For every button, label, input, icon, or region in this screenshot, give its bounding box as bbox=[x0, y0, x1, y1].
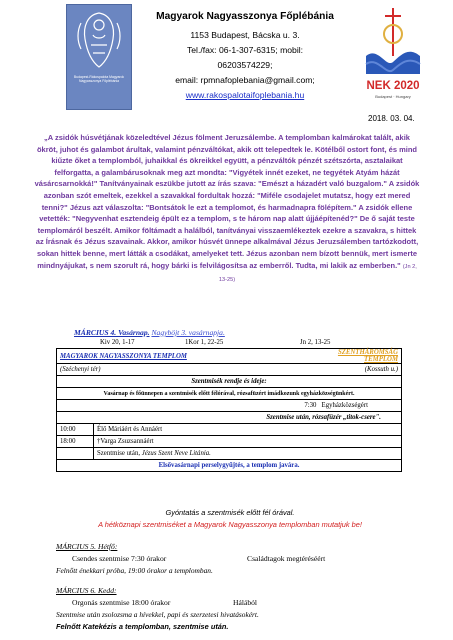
email-line: email: rpmnafoplebania@gmail.com; bbox=[175, 75, 315, 85]
litania-name: Jézus Szent Neve Litánia. bbox=[141, 450, 211, 457]
litania-cell bbox=[94, 448, 402, 460]
intention-elo: Élő Máriáért és Annáért bbox=[94, 424, 402, 436]
table-row bbox=[57, 448, 402, 460]
reading-gospel: Jn 2, 13-25 bbox=[300, 339, 331, 346]
collection-note: Elsővasárnapi perselygyűjtés, a templom javára. bbox=[57, 460, 402, 472]
gospel-passage bbox=[34, 132, 420, 287]
church-right-address: (Kossuth u.) bbox=[301, 364, 401, 376]
monday-mass-row bbox=[72, 554, 432, 563]
sunday-heading bbox=[74, 328, 225, 337]
table-row bbox=[57, 376, 402, 388]
time-730: 7:30 bbox=[304, 402, 317, 409]
tuesday-intention: Hálából bbox=[233, 598, 258, 607]
website-link[interactable]: www.rakospalotaifoplebania.hu bbox=[185, 90, 305, 100]
tuesday-mass-row bbox=[72, 598, 432, 607]
madonna-emblem-icon bbox=[67, 5, 131, 75]
time-1000: 10:00 bbox=[57, 424, 94, 436]
parish-logo bbox=[66, 4, 132, 110]
gospel-text: „A zsidók húsvétjának közeledtével Jézus fölment Jeruzsálembe. A templomban kalmárokat talált, akik ökröt, juhot és galambot árultak, valamint pénzváltókat, akik ott telepedtek le. Kötélből ostort font, és mind kiűzte őket a templomból, juhaikkal és ökreikkel együtt, a pénzváltók pénzét szétszórta, asztalaikat felforgatta, a galambárusoknak meg azt mondta: "Vigyétek innét ezeket, ne tegyétek Atyám házát vásárcsarnokká!" Tanítványainak eszükbe jutott az írás szava: "Emészt a házadért való buzgalom." A zsidók azonban szót emeltek, ezekkel a szavakkal fordultak hozzá: "Miféle csodajelet mutatsz, hogy ezt mered tenni?" Jézus azt válaszolta: "Bontsátok le ezt a templomot, és harmadnapra fölépítem." A zsidók ellene vetették: "Negyvenhat esztendeig épült ez a templom, s te három nap alatt újjáépítenéd?" De ő saját teste templomáról beszélt. Amikor föltámadt a halálból, tanítványai visszaemlékeztek ezekre a szavakra, s hittek az Írásnak és Jézus szavainak. Akkor, amikor húsvét ünnepe alkalmával Jézus Jeruzsálemben tartózkodott, sokan hittek benne, mert látták a csodákat, amelyeket tett. Jézus azonban nem bízott bennük, mert ismerte mindnyájukat, s nem szorult rá, hogy bárki is felvilágosítsa az emberről. Tudta, mi lakik az emberben." bbox=[34, 133, 420, 270]
logo-caption: Budapest-Rákospalota Magyarok Nagyasszonya Főplébánia bbox=[73, 75, 125, 84]
tuesday-heading bbox=[56, 586, 416, 595]
table-row bbox=[57, 460, 402, 472]
tuesday-catechesis: Felnőtt Katekézis a templomban, szentmise után. bbox=[56, 622, 229, 631]
order-title: Szentmisék rendje és ideje: bbox=[57, 376, 402, 388]
confession-note: Gyóntatás a szentmisék előtt fél órával. bbox=[165, 508, 295, 517]
gospel-reference: (Jn 2, 13-25) bbox=[218, 263, 417, 284]
monday-note: Felnőtt énekkari próba, 19:00 órakor a templomban. bbox=[56, 566, 213, 575]
church-left-name: MAGYAROK NAGYASSZONYA TEMPLOM bbox=[60, 352, 187, 360]
time-730-cell bbox=[301, 400, 401, 412]
intention-egyhazkozseg: Egyházközségért bbox=[321, 402, 368, 409]
phone-line-1: Tel./fax: 06-1-307-6315; mobil: bbox=[186, 45, 304, 55]
bulletin-date: 2018. 03. 04. bbox=[368, 114, 415, 123]
sunday-date: MÁRCIUS 4. Vasárnap. bbox=[74, 328, 150, 337]
monday-date: MÁRCIUS 5. Hétfő: bbox=[56, 542, 118, 551]
table-row bbox=[57, 412, 402, 424]
church-right-name: SZENTHÁROMSÁG TEMPLOM bbox=[301, 349, 401, 364]
reading-second: 1Kor 1, 22-25 bbox=[185, 339, 224, 346]
eucharistic-congress-icon bbox=[356, 4, 430, 80]
table-row bbox=[57, 400, 402, 412]
monday-intention: Családtagok megtéréséért bbox=[247, 554, 326, 563]
parish-title: Magyarok Nagyasszonya Főplébánia bbox=[156, 11, 334, 22]
mass-schedule-table bbox=[56, 348, 402, 472]
nek-2020-logo bbox=[356, 4, 430, 104]
intention-varga: †Varga Zsuzsannáért bbox=[94, 436, 402, 448]
table-row bbox=[57, 349, 402, 364]
parish-header bbox=[136, 10, 354, 103]
church-left-address: (Széchenyi tér) bbox=[57, 364, 302, 376]
tuesday-date: MÁRCIUS 6. Kedd: bbox=[56, 586, 117, 595]
table-row bbox=[57, 436, 402, 448]
weekday-mass-notice: A hétköznapi szentmiséket a Magyarok Nagyasszonya templomban mutatjuk be! bbox=[98, 520, 362, 529]
time-1800: 18:00 bbox=[57, 436, 94, 448]
church-left-cell bbox=[57, 349, 302, 364]
table-row bbox=[57, 424, 402, 436]
rosary-note: Vasárnap és főünnepen a szentmisék előtt félórával, rózsafüzért imádkozunk egyházközségünkért. bbox=[57, 388, 402, 400]
table-row bbox=[57, 364, 402, 376]
parish-address: 1153 Budapest, Bácska u. 3. bbox=[190, 30, 300, 40]
empty-cell bbox=[57, 400, 302, 412]
tuesday-mass: Orgonás szentmise 18:00 órakor bbox=[72, 598, 171, 607]
empty-cell bbox=[57, 448, 94, 460]
tuesday-note: Szentmise után zsolozsma a hívekkel, papi és szerzetesi hivatásokért. bbox=[56, 610, 259, 619]
nek-subtitle: Budapest · Hungary bbox=[375, 94, 411, 99]
phone-line-2: 06203574229; bbox=[217, 60, 273, 70]
monday-heading bbox=[56, 542, 416, 551]
litania-prefix: Szentmise után, bbox=[97, 450, 142, 457]
liturgical-week: Nagyböjt 3. vasárnapja. bbox=[151, 328, 225, 337]
table-row bbox=[57, 388, 402, 400]
rosary-swap: Szentmise után, rózsafüzér „titok-csere". bbox=[57, 412, 402, 424]
monday-mass: Csendes szentmise 7:30 órakor bbox=[72, 554, 167, 563]
reading-first: Kiv 20, 1-17 bbox=[100, 339, 135, 346]
nek-title: NEK 2020 bbox=[366, 80, 420, 92]
